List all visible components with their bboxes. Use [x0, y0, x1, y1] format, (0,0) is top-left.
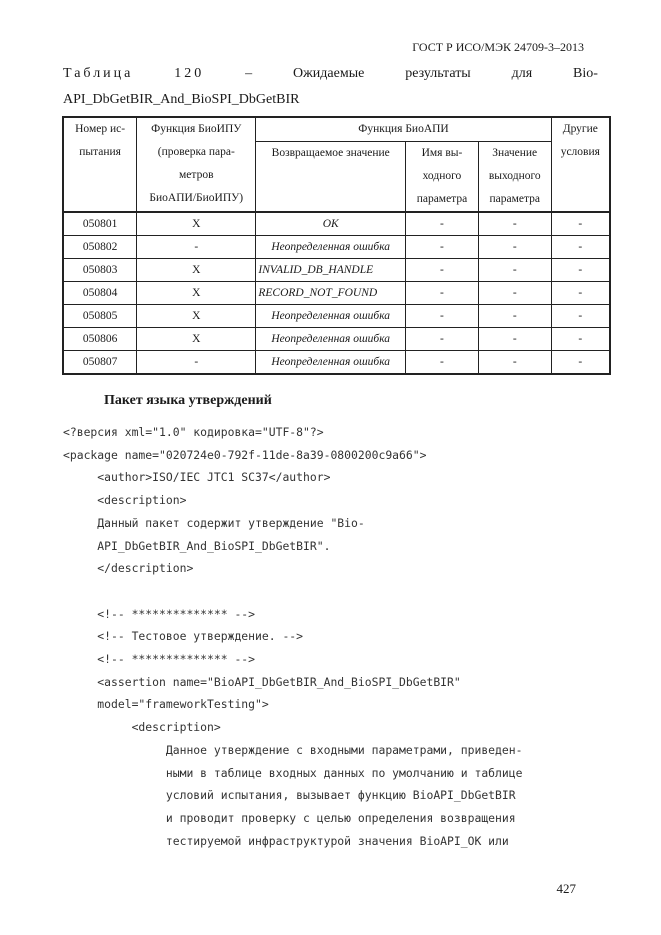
- code-line: <description>: [63, 493, 187, 508]
- cell-param-value: -: [478, 351, 551, 375]
- code-line: и проводит проверку с целью определения возвращения: [63, 810, 516, 825]
- cell-other: -: [551, 305, 610, 328]
- cell-test-number: 050803: [63, 259, 137, 282]
- cell-return-value: Неопределенная ошибка: [256, 351, 406, 375]
- caption-word: для: [511, 66, 533, 81]
- cell-param-name: -: [406, 282, 479, 305]
- cell-other: -: [551, 351, 610, 375]
- code-line: Данное утверждение с входными параметрами, приведен-: [63, 742, 523, 757]
- code-line: API_DbGetBIR_And_BioSPI_DbGetBIR".: [63, 538, 331, 553]
- code-line: <!-- ************** -->: [63, 652, 256, 666]
- header-line: параметра: [489, 193, 540, 205]
- table-row: [63, 212, 610, 236]
- caption-word: –: [245, 66, 253, 81]
- header-param-name: [406, 142, 479, 213]
- cell-param-value: -: [478, 328, 551, 351]
- caption-word: Таблица: [63, 66, 134, 81]
- cell-test-number: 050802: [63, 236, 137, 259]
- cell-function: X: [137, 259, 256, 282]
- code-line: model="frameworkTesting">: [63, 697, 269, 712]
- cell-other: -: [551, 259, 610, 282]
- cell-return-value: OK: [256, 212, 406, 236]
- code-line: ными в таблице входных данных по умолчанию и таблице: [63, 765, 523, 780]
- results-table: [62, 116, 611, 375]
- cell-test-number: 050807: [63, 351, 137, 375]
- header-line: (проверка пара-: [157, 146, 235, 158]
- code-line: <package name="020724e0-792f-11de-8a39-0800200c9a66">: [63, 447, 427, 462]
- table-row: [63, 328, 610, 351]
- header-bioipu-function: [137, 117, 256, 212]
- cell-param-name: -: [406, 236, 479, 259]
- table-row: [63, 282, 610, 305]
- code-line: условий испытания, вызывает функцию BioAPI_DbGetBIR: [63, 788, 516, 803]
- header-line: Другие: [562, 123, 598, 135]
- cell-param-value: -: [478, 305, 551, 328]
- header-line: Функция БиоИПУ: [151, 123, 242, 135]
- code-line: Данный пакет содержит утверждение "Bio-: [63, 515, 365, 530]
- cell-function: X: [137, 282, 256, 305]
- cell-param-name: -: [406, 259, 479, 282]
- cell-return-value: Неопределенная ошибка: [256, 305, 406, 328]
- caption-word: результаты: [405, 66, 471, 81]
- cell-param-name: -: [406, 328, 479, 351]
- header-line: выходного: [488, 170, 541, 182]
- code-line: </description>: [63, 561, 194, 576]
- code-line: <assertion name="BioAPI_DbGetBIR_And_BioSPI_DbGetBIR": [63, 674, 461, 689]
- header-bioapi-function: Функция БиоАПИ: [256, 117, 551, 142]
- table-caption-line2: API_DbGetBIR_And_BioSPI_DbGetBIR: [63, 92, 300, 107]
- table-row: [63, 236, 610, 259]
- table-row: [63, 305, 610, 328]
- cell-other: -: [551, 328, 610, 351]
- code-line: <!-- ************** -->: [63, 606, 256, 621]
- cell-other: -: [551, 282, 610, 305]
- header-line: Значение: [492, 147, 538, 159]
- header-line: БиоАПИ/БиоИПУ): [149, 192, 244, 204]
- header-line: условия: [560, 146, 600, 158]
- document-header: ГОСТ Р ИСО/МЭК 24709-3–2013: [412, 40, 584, 54]
- code-line: <description>: [63, 720, 221, 735]
- header-line: пытания: [79, 146, 121, 158]
- code-line: <?версия xml="1.0" кодировка="UTF-8"?>: [63, 425, 324, 439]
- header-line: Имя вы-: [421, 147, 463, 159]
- cell-return-value: Неопределенная ошибка: [256, 236, 406, 259]
- cell-param-name: -: [406, 305, 479, 328]
- header-test-number: [63, 117, 137, 212]
- header-line: параметра: [416, 193, 468, 205]
- caption-word: Bio-: [573, 66, 598, 81]
- cell-test-number: 050805: [63, 305, 137, 328]
- header-line: метров: [179, 169, 214, 181]
- cell-param-value: -: [478, 212, 551, 236]
- header-line: ходного: [422, 170, 462, 182]
- cell-return-value: Неопределенная ошибка: [256, 328, 406, 351]
- cell-other: -: [551, 212, 610, 236]
- cell-other: -: [551, 236, 610, 259]
- cell-function: X: [137, 305, 256, 328]
- cell-param-name: -: [406, 212, 479, 236]
- header-param-value: [478, 142, 551, 213]
- cell-param-value: -: [478, 282, 551, 305]
- cell-test-number: 050804: [63, 282, 137, 305]
- cell-return-value: INVALID_DB_HANDLE: [256, 259, 406, 282]
- code-line: <!-- Тестовое утверждение. -->: [63, 629, 304, 644]
- cell-test-number: 050801: [63, 212, 137, 236]
- code-line: <author>ISO/IEC JTC1 SC37</author>: [63, 470, 331, 485]
- cell-function: -: [137, 351, 256, 375]
- header-other-conditions: [551, 117, 610, 212]
- caption-word: Ожидаемые: [293, 66, 365, 81]
- header-return-value: Возвращаемое значение: [256, 142, 406, 213]
- page-number: 427: [556, 881, 576, 896]
- cell-return-value: RECORD_NOT_FOUND: [256, 282, 406, 305]
- cell-test-number: 050806: [63, 328, 137, 351]
- table-caption-line1: [63, 66, 598, 82]
- caption-word: 120: [174, 66, 205, 81]
- cell-param-value: -: [478, 236, 551, 259]
- cell-function: X: [137, 212, 256, 236]
- table-row: [63, 259, 610, 282]
- cell-function: -: [137, 236, 256, 259]
- table-row: [63, 351, 610, 375]
- cell-param-name: -: [406, 351, 479, 375]
- section-title: Пакет языка утверждений: [104, 393, 272, 408]
- code-line: тестируемой инфраструктурой значения BioAPI_OK или: [63, 833, 509, 848]
- cell-function: X: [137, 328, 256, 351]
- cell-param-value: -: [478, 259, 551, 282]
- header-line: Номер ис-: [75, 123, 126, 135]
